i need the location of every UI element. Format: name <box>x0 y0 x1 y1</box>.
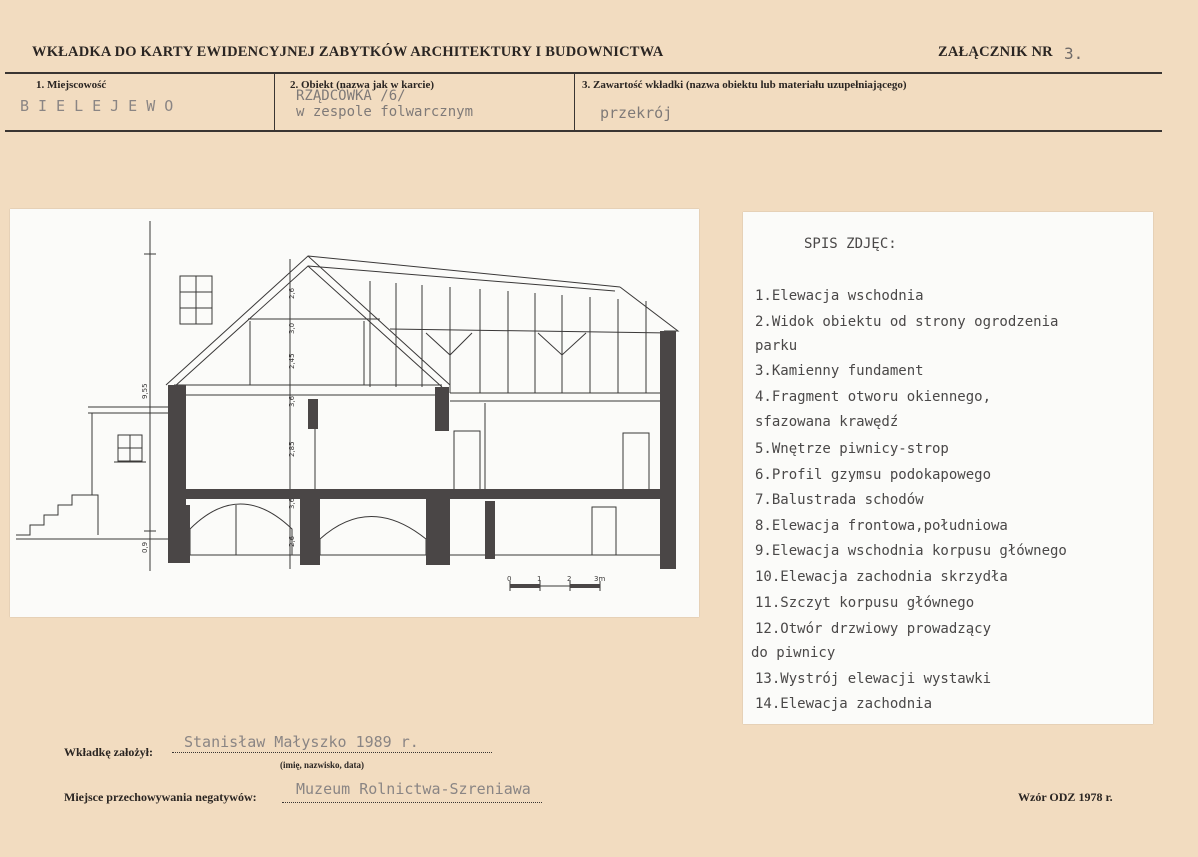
dim-label-6: 3,6 <box>288 497 296 509</box>
content-value: przekrój <box>600 104 673 122</box>
scale-label-2: 2 <box>567 575 572 583</box>
locality-value: BIELEJEWO <box>20 97 183 115</box>
list-item: sfazowana krawędź <box>755 414 899 430</box>
list-item: 11.Szczyt korpusu głównego <box>755 595 975 611</box>
locality-label: 1. Miejscowość <box>36 79 107 91</box>
content-label: 3. Zawartość wkładki (nazwa obiektu lub materiału uzupełniającego) <box>582 79 907 91</box>
list-item: 3.Kamienny fundament <box>755 363 924 379</box>
field-divider-1 <box>274 74 275 130</box>
list-item: parku <box>755 338 798 354</box>
dim-label-8: 9,55 <box>141 383 149 399</box>
object-value-1: RZĄDCÓWKA /6/ <box>296 88 406 104</box>
dim-label-4: 3,6 <box>288 395 296 407</box>
list-item: 13.Wystrój elewacji wystawki <box>755 671 992 687</box>
negatives-value: Muzeum Rolnictwa-Szreniawa <box>296 780 531 798</box>
list-item: 2.Widok obiektu od strony ogrodzenia <box>755 314 1059 330</box>
list-item: 6.Profil gzymsu podokapowego <box>755 467 992 483</box>
object-value-2: w zespole folwarcznym <box>296 104 474 120</box>
author-hint: (imię, nazwisko, data) <box>280 760 364 770</box>
header-rule-top <box>5 72 1162 74</box>
list-item: 8.Elewacja frontowa,południowa <box>755 518 1008 534</box>
object-label: 2. Obiekt (nazwa jak w karcie) <box>290 79 435 91</box>
list-item: 1.Elewacja wschodnia <box>755 288 924 304</box>
list-item: 9.Elewacja wschodnia korpusu głównego <box>755 543 1067 559</box>
list-item: 10.Elewacja zachodnia skrzydła <box>755 569 1008 585</box>
negatives-label: Miejsce przechowywania negatywów: <box>64 790 257 804</box>
list-item: 12.Otwór drzwiowy prowadzący <box>755 621 992 637</box>
list-item: 7.Balustrada schodów <box>755 492 924 508</box>
dim-label-2: 3,0 <box>288 322 296 334</box>
author-label: Wkładkę założył: <box>64 745 153 759</box>
form-title: WKŁADKA DO KARTY EWIDENCYJNEJ ZABYTKÓW ARCHITEKTURY I BUDOWNICTWA <box>32 44 664 60</box>
dim-label-3: 2,45 <box>288 353 296 369</box>
author-dotted-line <box>172 752 492 753</box>
list-item: 4.Fragment otworu okiennego, <box>755 389 992 405</box>
photo-list-sheet <box>743 212 1153 724</box>
annex-label: ZAŁĄCZNIK NR <box>938 44 1053 60</box>
author-value: Stanisław Małyszko 1989 r. <box>184 733 419 751</box>
annex-number: 3. <box>1064 44 1084 63</box>
building-section-drawing <box>10 209 699 617</box>
section-drawing-sheet <box>10 209 699 617</box>
dim-label-9: 0,9 <box>141 541 149 553</box>
form-code: Wzór ODZ 1978 r. <box>1018 790 1113 804</box>
list-item: 5.Wnętrze piwnicy-strop <box>755 441 949 457</box>
list-item: do piwnicy <box>751 645 836 661</box>
list-item: 14.Elewacja zachodnia <box>755 696 933 712</box>
scale-label-0: 0 <box>507 575 512 583</box>
scale-label-1: 1 <box>537 575 542 583</box>
header-rule-bottom <box>5 130 1162 132</box>
dim-label-5: 2,85 <box>288 441 296 457</box>
field-divider-2 <box>574 74 575 130</box>
negatives-dotted-line <box>282 802 542 803</box>
scale-label-3: 3m <box>594 575 606 583</box>
dim-label-7: 2,6 <box>288 535 296 547</box>
dim-label-1: 2,6 <box>288 287 296 299</box>
photo-list-heading: SPIS ZDJĘC: <box>804 236 897 252</box>
